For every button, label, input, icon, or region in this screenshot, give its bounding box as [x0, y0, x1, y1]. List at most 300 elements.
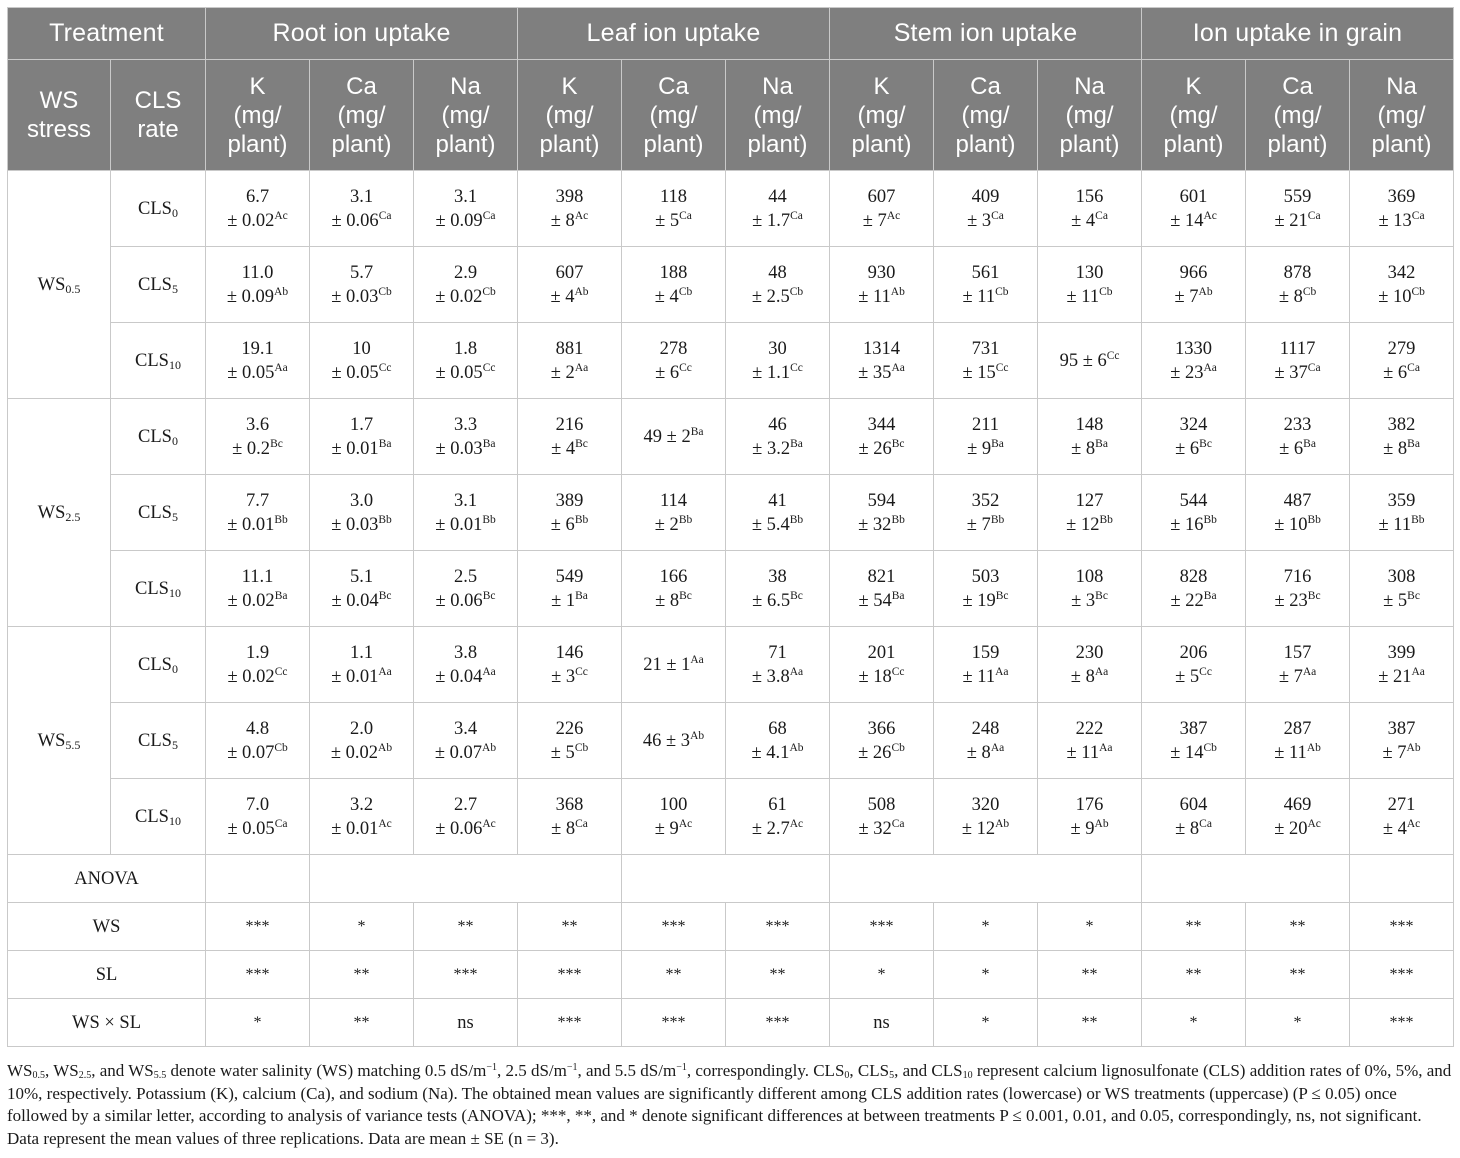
anova-significance-cell [830, 903, 934, 951]
value-mean: 399 [1387, 642, 1416, 663]
anova-significance-cell [414, 951, 518, 999]
anova-significance: ** [1081, 1013, 1098, 1031]
value-mean: 3.8 [453, 642, 478, 663]
value-mean: 3.2 [349, 794, 374, 815]
header-unit-line: Ca [1282, 72, 1313, 100]
value-se: ± 9 [1070, 818, 1095, 839]
value-se-line [1142, 590, 1245, 612]
significance-letters: Ba [790, 437, 803, 450]
value-mean: 607 [867, 186, 896, 207]
value-mean: 828 [1179, 566, 1208, 587]
anova-significance: * [981, 965, 990, 983]
value-cell [1350, 627, 1454, 703]
ion-uptake-table [7, 7, 1454, 1047]
value-cell [726, 323, 830, 399]
significance-letters: Ab [482, 741, 497, 754]
value-mean: 3.6 [245, 414, 270, 435]
value-cell [1350, 475, 1454, 551]
footnote-text: , CLS [849, 1061, 890, 1080]
anova-significance: *** [453, 965, 478, 983]
header-treatment: Treatment [8, 8, 206, 60]
anova-significance: *** [869, 917, 894, 935]
value-se: ± 0.03 [435, 438, 483, 459]
value-cell [206, 627, 310, 703]
value-cell [310, 475, 414, 551]
value-se: ± 0.01 [331, 666, 379, 687]
anova-significance-cell [622, 951, 726, 999]
value-se-line [1038, 210, 1141, 232]
value-cell [1246, 399, 1350, 475]
ws-stress-cell [8, 627, 111, 855]
ws-subscript: 5.5 [65, 737, 81, 752]
anova-significance: *** [1389, 1013, 1414, 1031]
anova-significance: ** [1185, 965, 1202, 983]
value-se: ± 1 [551, 590, 576, 611]
value-se-line [310, 742, 413, 764]
value-cell [934, 627, 1038, 703]
value-se: ± 4 [1071, 210, 1096, 231]
anova-significance-cell [1142, 903, 1246, 951]
header-unit-line: plant) [851, 130, 912, 158]
anova-significance: *** [245, 917, 270, 935]
significance-letters: Cc [790, 361, 803, 374]
value-mean: 146 [555, 642, 584, 663]
significance-letters: Bc [482, 589, 496, 602]
value-cell [414, 247, 518, 323]
value-mean: 469 [1283, 794, 1312, 815]
header-unit-line: Na [762, 72, 793, 100]
significance-letters: Ac [274, 209, 288, 222]
value-cell [934, 703, 1038, 779]
footnote-subscript: 0 [844, 1070, 850, 1081]
value-cell [934, 475, 1038, 551]
value-mean: 233 [1283, 414, 1312, 435]
value-cell [934, 399, 1038, 475]
value-se: ± 2 [550, 362, 575, 383]
value-mean: 930 [867, 262, 896, 283]
significance-letters: Ac [1203, 209, 1217, 222]
value-cell [206, 551, 310, 627]
value-cell [414, 171, 518, 247]
value-se: ± 8 [966, 742, 991, 763]
value-se-line [206, 590, 309, 612]
value-cell [414, 475, 518, 551]
table-row [8, 475, 1454, 551]
value-se-line [518, 286, 621, 308]
value-mean-se: 46 ± 3 [642, 730, 691, 751]
anova-significance-cell [622, 999, 726, 1047]
anova-significance-cell [206, 903, 310, 951]
significance-letters: Aa [1099, 741, 1113, 754]
header-unit-line: Ca [970, 72, 1001, 100]
value-se-line [1246, 818, 1349, 840]
significance-letters: Aa [1411, 665, 1425, 678]
anova-significance: * [981, 917, 990, 935]
value-mean: 226 [555, 718, 584, 739]
header-unit-5 [726, 60, 830, 171]
cls-label: CLS [138, 274, 172, 295]
significance-letters: Ca [1095, 209, 1108, 222]
significance-letters: Ba [1095, 437, 1108, 450]
significance-letters: Ba [891, 589, 905, 602]
value-se-line [518, 590, 621, 612]
significance-letters: Ac [574, 209, 589, 222]
significance-letters: Ca [790, 209, 803, 222]
value-mean: 19.1 [241, 338, 274, 359]
value-se: ± 54 [858, 590, 892, 611]
significance-letters: Ac [378, 817, 392, 830]
significance-letters: Bb [1307, 513, 1321, 526]
value-se-line [1350, 362, 1453, 384]
value-cell [726, 779, 830, 855]
value-cell [1142, 247, 1246, 323]
ws-label: WS [37, 502, 66, 523]
value-se-line [414, 210, 517, 232]
value-cell [1038, 475, 1142, 551]
value-cell [934, 247, 1038, 323]
significance-letters: Ab [1406, 741, 1421, 754]
anova-significance: ** [353, 965, 370, 983]
footnote-text: represent calcium lignosulfonate (CLS) addition rates of 0%, 5%, and 10%, respectively. Potassium (K), calcium (Ca), and sodium (Na). The obtained mean values are significantly different among CLS addition rates (lowercase) or WS treatments (uppercase) (P ≤ 0.05) once followed by a similar letter, according to analysis of variance tests (ANOVA); ***, **, and * denote significant differences at between treatments P ≤ 0.001, 0.01, and 0.05, correspondingly, ns, not significant. Data represent the mean values of three replications. Data are mean ± SE (n = 3). [7, 1061, 1452, 1148]
significance-letters: Cc [575, 665, 588, 678]
value-se: ± 4 [654, 286, 679, 307]
significance-letters: Bc [1095, 589, 1108, 602]
anova-significance-cell [726, 999, 830, 1047]
value-cell [1142, 627, 1246, 703]
value-cell [206, 171, 310, 247]
anova-significance-cell [830, 951, 934, 999]
significance-letters: Ca [482, 209, 496, 222]
value-se: ± 5 [1383, 590, 1408, 611]
value-cell [1038, 171, 1142, 247]
value-se-line [1142, 514, 1245, 536]
anova-significance-cell [414, 999, 518, 1047]
value-mean: 11.0 [241, 262, 274, 283]
value-se: ± 7 [1174, 286, 1199, 307]
header-unit-line: Na [1386, 72, 1417, 100]
anova-label-cell [8, 855, 206, 903]
anova-significance: * [877, 965, 886, 983]
header-unit-line: (mg/ [545, 101, 594, 129]
value-se-line [830, 210, 933, 232]
value-cell [726, 551, 830, 627]
value-se: ± 32 [858, 818, 892, 839]
anova-significance: *** [765, 917, 790, 935]
value-se-line [1350, 210, 1453, 232]
header-unit-line: Na [1074, 72, 1105, 100]
value-se-line [310, 590, 413, 612]
value-se: ± 0.06 [331, 210, 379, 231]
value-mean: 389 [555, 490, 584, 511]
cls-rate-cell [111, 323, 206, 399]
value-mean: 308 [1387, 566, 1416, 587]
significance-letters: Bb [274, 513, 288, 526]
value-cell [414, 323, 518, 399]
value-mean: 100 [659, 794, 688, 815]
value-mean: 559 [1283, 186, 1312, 207]
value-cell [518, 247, 622, 323]
anova-blank-cell [830, 855, 1142, 903]
value-mean: 607 [555, 262, 584, 283]
significance-letters: Ba [1303, 437, 1316, 450]
header-unit-line: (mg/ [1169, 101, 1218, 129]
anova-blank-cell [1350, 855, 1454, 903]
value-cell [1350, 703, 1454, 779]
header-unit-2 [414, 60, 518, 171]
value-se: ± 23 [1170, 362, 1204, 383]
value-se: ± 0.02 [435, 286, 483, 307]
value-mean: 206 [1179, 642, 1208, 663]
value-se-line [830, 742, 933, 764]
anova-significance-cell [206, 999, 310, 1047]
value-se: ± 0.02 [227, 666, 275, 687]
value-cell [310, 779, 414, 855]
significance-letters: Ca [274, 817, 288, 830]
anova-significance-cell [1038, 999, 1142, 1047]
header-unit-line: plant) [331, 130, 392, 158]
value-se-line [830, 818, 933, 840]
value-mean: 41 [768, 490, 787, 511]
value-se: ± 0.07 [227, 742, 275, 763]
anova-significance-cell [1350, 903, 1454, 951]
significance-letters: Bb [574, 513, 589, 526]
value-mean: 2.5 [453, 566, 478, 587]
value-mean: 7.7 [245, 490, 270, 511]
value-se: ± 16 [1170, 514, 1204, 535]
anova-significance: *** [245, 965, 270, 983]
header-unit-8 [1038, 60, 1142, 171]
cls-label: CLS [138, 730, 172, 751]
value-mean: 48 [768, 262, 787, 283]
significance-letters: Ca [1307, 361, 1321, 374]
value-cell [1038, 779, 1142, 855]
value-se-line [518, 438, 621, 460]
value-cell [1350, 171, 1454, 247]
value-se: ± 4.1 [751, 742, 790, 763]
value-cell [830, 779, 934, 855]
value-cell [206, 323, 310, 399]
value-se-line [414, 818, 517, 840]
value-se-line [414, 514, 517, 536]
value-se-line [934, 818, 1037, 840]
header-unit-4 [622, 60, 726, 171]
value-se: ± 0.04 [331, 590, 379, 611]
value-mean: 352 [971, 490, 1000, 511]
value-se-line [934, 514, 1037, 536]
value-se: ± 6 [655, 362, 680, 383]
significance-letters: Ca [378, 209, 392, 222]
value-se: ± 5 [1175, 666, 1200, 687]
value-se-line [206, 286, 309, 308]
header-unit-3 [518, 60, 622, 171]
value-mean: 278 [659, 338, 688, 359]
header-ws-stress-line2: stress [26, 116, 91, 143]
header-stem-ion-uptake: Stem ion uptake [830, 8, 1142, 60]
value-cell [830, 399, 934, 475]
significance-letters: Bc [995, 589, 1009, 602]
value-cell [414, 779, 518, 855]
value-cell [1246, 247, 1350, 323]
value-se-line [310, 362, 413, 384]
value-cell [622, 171, 726, 247]
footnote-subscript: 5 [889, 1070, 895, 1081]
value-se: ± 8 [1383, 438, 1408, 459]
value-mean: 544 [1179, 490, 1208, 511]
significance-letters: Bb [1099, 513, 1113, 526]
significance-letters: Aa [482, 665, 496, 678]
anova-blank-cell [622, 855, 830, 903]
significance-letters: Cb [482, 285, 496, 298]
value-cell [830, 551, 934, 627]
value-se-line [1038, 666, 1141, 688]
value-cell [206, 399, 310, 475]
cls-label: CLS [138, 426, 172, 447]
significance-letters: Ba [575, 589, 588, 602]
value-se: ± 3 [551, 666, 576, 687]
header-ion-uptake-in-grain: Ion uptake in grain [1142, 8, 1454, 60]
value-se: ± 0.01 [435, 514, 483, 535]
value-se-line [1038, 590, 1141, 612]
anova-row [8, 999, 1454, 1047]
value-se-line [934, 590, 1037, 612]
cls-label: CLS [138, 502, 172, 523]
ws-label: WS [37, 274, 66, 295]
ws-stress-cell [8, 171, 111, 399]
significance-letters: Cb [574, 741, 589, 754]
significance-letters: Cb [274, 741, 288, 754]
anova-factor-label: WS × SL [71, 1012, 142, 1033]
header-ws-stress-line1: WS [39, 87, 79, 114]
value-se: ± 3.2 [752, 438, 791, 459]
significance-letters: Ba [991, 437, 1004, 450]
significance-letters: Ca [1199, 817, 1212, 830]
value-cell [830, 247, 934, 323]
value-inline [643, 731, 704, 751]
value-se: ± 0.01 [227, 514, 275, 535]
value-se-line [934, 286, 1037, 308]
significance-letters: Ab [1306, 741, 1321, 754]
value-cell [1246, 551, 1350, 627]
value-se: ± 2.7 [751, 818, 790, 839]
value-se: ± 37 [1274, 362, 1308, 383]
value-mean: 1.7 [349, 414, 374, 435]
significance-letters: Ac [886, 209, 901, 222]
header-unit-0 [206, 60, 310, 171]
significance-letters: Ca [575, 817, 588, 830]
value-se-line [518, 362, 621, 384]
anova-significance-cell [1142, 951, 1246, 999]
value-se-line [830, 438, 933, 460]
value-mean: 366 [867, 718, 896, 739]
table-row [8, 627, 1454, 703]
anova-significance: * [981, 1013, 990, 1031]
cls-label: CLS [135, 578, 169, 599]
value-cell [1038, 627, 1142, 703]
value-se: ± 1.7 [752, 210, 791, 231]
anova-significance-cell [1350, 999, 1454, 1047]
value-cell [310, 551, 414, 627]
value-se: ± 0.09 [435, 210, 483, 231]
significance-letters: Ba [274, 589, 288, 602]
value-se: ± 35 [858, 362, 892, 383]
value-mean: 114 [659, 490, 688, 511]
anova-significance: * [357, 917, 366, 935]
value-mean: 201 [867, 642, 896, 663]
value-se-line [726, 438, 829, 460]
value-cell [726, 627, 830, 703]
value-cell [934, 551, 1038, 627]
value-se: ± 20 [1274, 818, 1308, 839]
value-mean: 5.1 [349, 566, 374, 587]
value-cell [1142, 171, 1246, 247]
value-se: ± 4 [1382, 818, 1407, 839]
value-se: ± 6 [550, 514, 575, 535]
header-unit-line: (mg/ [233, 101, 282, 129]
significance-letters: Bb [1203, 513, 1217, 526]
value-cell [518, 475, 622, 551]
value-se-line [726, 666, 829, 688]
value-se: ± 11 [858, 286, 891, 307]
value-se: ± 2.5 [751, 286, 790, 307]
anova-factor-label: WS [92, 916, 121, 937]
value-mean-se: 49 ± 2 [643, 426, 691, 447]
anova-significance: *** [661, 917, 686, 935]
value-se: ± 8 [1278, 286, 1303, 307]
value-se: ± 0.03 [331, 286, 379, 307]
value-mean: 320 [971, 794, 1000, 815]
cls-rate-cell [111, 551, 206, 627]
value-se-line [1350, 438, 1453, 460]
table-row [8, 703, 1454, 779]
value-se-line [622, 590, 725, 612]
value-cell [518, 399, 622, 475]
anova-significance-cell [206, 951, 310, 999]
value-inline [643, 655, 704, 675]
value-mean: 409 [971, 186, 1000, 207]
anova-significance-cell [726, 951, 830, 999]
value-se-line [830, 286, 933, 308]
header-unit-line: (mg/ [441, 101, 490, 129]
header-ws-stress [8, 60, 111, 171]
value-cell [414, 551, 518, 627]
value-cell [830, 323, 934, 399]
value-inline [1060, 351, 1120, 371]
value-cell [414, 627, 518, 703]
value-mean: 821 [867, 566, 896, 587]
anova-significance-cell [830, 999, 934, 1047]
value-mean: 369 [1387, 186, 1416, 207]
value-mean: 382 [1387, 414, 1416, 435]
value-mean: 594 [867, 490, 896, 511]
value-se-line [518, 514, 621, 536]
header-cls-rate-line2: rate [137, 116, 179, 143]
significance-letters: Ca [1307, 209, 1321, 222]
value-se: ± 1.1 [752, 362, 791, 383]
value-cell [518, 551, 622, 627]
significance-letters: Bb [990, 513, 1005, 526]
value-se-line [622, 210, 725, 232]
value-se-line [206, 818, 309, 840]
significance-letters: Aa [1203, 361, 1217, 374]
value-cell [206, 779, 310, 855]
value-se-line [1038, 818, 1141, 840]
anova-significance: *** [557, 965, 582, 983]
value-se: ± 8 [655, 590, 680, 611]
significance-letters: Bc [1199, 437, 1212, 450]
value-se: ± 11 [962, 666, 996, 687]
value-cell [622, 247, 726, 323]
significance-letters: Cc [1199, 665, 1212, 678]
